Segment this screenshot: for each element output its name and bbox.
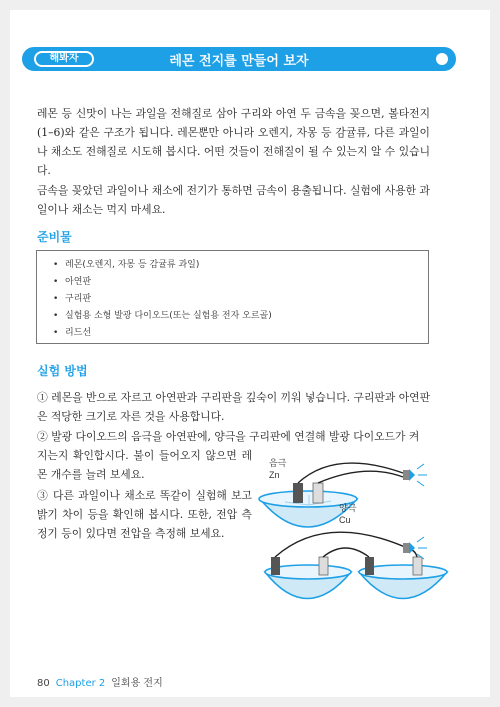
list-item: • 레몬(오렌지, 자몽 등 감귤류 과일) [65,257,428,274]
zinc-plate-icon [271,557,280,575]
header-badge: 해봐자 [34,51,94,67]
method-step-2: ② 발광 다이오드의 음극을 아연판에, 양극을 구리판에 연결해 발광 다이오드가 켜 [37,430,420,443]
list-item: • 구리판 [65,291,428,308]
method-step-3: ③ 다른 과일이나 채소로 똑같이 실험해 보고 밝기 차이 등을 확인해 봅시다. 또한, 전압 측정기 등이 있다면 전압을 측정해 보세요. [37,489,252,540]
banner-dot-icon [436,53,448,65]
copper-plate-icon [313,483,323,503]
materials-list [37,251,428,342]
page-footer [37,674,163,689]
method-step-1: ① 레몬을 반으로 자르고 아연판과 구리판을 깊숙이 끼워 넣습니다. 구리판과 아연판은 적당한 크기로 자른 것을 사용합니다. [37,391,430,423]
page-number: 80 [37,678,50,689]
neg-label: 음극 [269,458,287,468]
intro-paragraph-2: 금속을 꽂았던 과일이나 채소에 전기가 통하면 금속이 용출됩니다. 실험에 사용한 과일이나 채소는 먹지 마세요. [37,184,430,216]
zinc-plate-icon [365,557,374,575]
list-item: • 아연판 [65,274,428,291]
intro-paragraph-1: 레몬 등 신맛이 나는 과일을 전해질로 삼아 구리와 아연 두 금속을 꽂으면, 볼타전지(1–6)와 같은 구조가 됩니다. 레몬뿐만 아니라 오렌지, 자몽 등 감귤류, 다른 과일이나 채소도 전해질로 시도해 봅시다. 어떤 것들이 전해질이 될 수 있는지 알 수 있습니다. [37,107,430,177]
list-item: • 실험용 소형 발광 다이오드(또는 실험용 전자 오르골) [65,308,428,325]
cu-label: Cu [339,515,351,525]
method-heading: 실험 방법 [37,364,88,378]
materials-box [36,250,429,344]
list-item: • 리드선 [65,325,428,342]
chapter-label: Chapter 2 [55,678,106,689]
page-title: 레몬 전지를 만들어 보자 [169,54,309,69]
led-icon [403,537,427,559]
lemon-battery-figure [255,455,455,615]
pos-label: 양극 [339,503,357,513]
zinc-plate-icon [293,483,303,503]
wire-icon [275,532,405,557]
zn-label: Zn [269,470,280,480]
wire-icon [323,548,369,557]
materials-heading: 준비물 [37,230,72,244]
copper-plate-icon [413,557,422,575]
wire-icon [318,471,403,483]
header-banner [22,47,456,71]
chapter-title: 일회용 전지 [111,678,163,689]
led-icon [403,464,427,486]
copper-plate-icon [319,557,328,575]
method-step-2-cont: 지는지 확인합시다. 불이 들어오지 않으면 레몬 개수를 늘려 보세요. [37,449,252,481]
